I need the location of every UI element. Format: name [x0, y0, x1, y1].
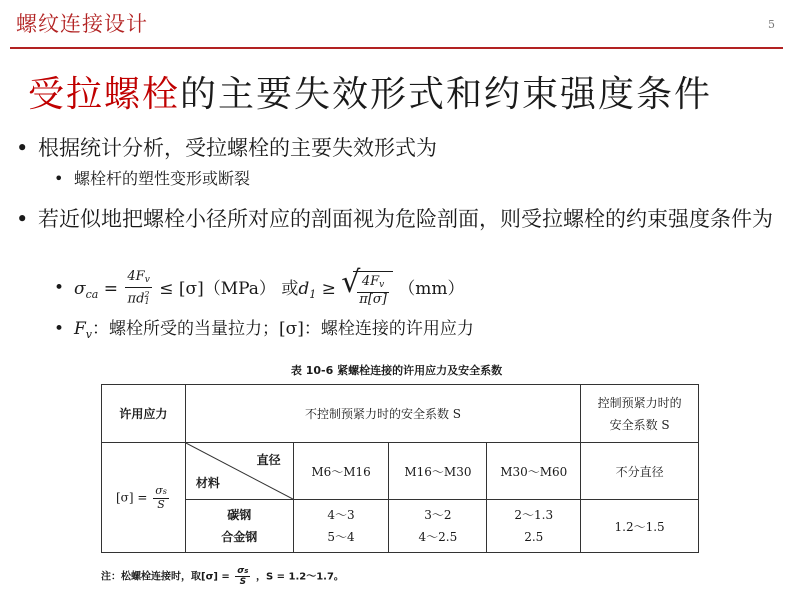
sub-bullet-text: 螺栓杆的塑性变形或断裂 [74, 169, 251, 188]
bullet-dot-icon: • [16, 207, 29, 231]
table-caption: 表 10-6 紧螺栓连接的许用应力及安全系数 [290, 364, 503, 377]
sub-bullet-dot-icon: • [54, 169, 64, 188]
size-range-2: M16～M30 [389, 443, 487, 500]
value-cell-controlled: 1.2～1.5 [581, 500, 699, 553]
bullet-strength-condition [16, 205, 779, 233]
slide-title [28, 66, 783, 117]
bullet-text: 根据统计分析，受拉螺栓的主要失效形式为 [38, 136, 437, 160]
strength-formula: • $\sigma_{ca}$ = $\frac{4F_v}{\pi d^2_1}$ ≤ [σ]（MPa） 或$d_1$ ≥ √ $\frac{4F_v}{\pi[\sigma]}$ （mm） [54, 270, 779, 313]
allowable-stress-formula: [σ] = $\frac{\sigma s}{S}$ [102, 443, 186, 553]
sub-bullet-failure [54, 168, 779, 190]
header-title: 螺纹连接设计 [16, 12, 148, 36]
table-note: 注：松螺栓连接时，取[σ] = $\frac{\sigma s}{S}$ ，S = 1.2～1.7。 [101, 566, 344, 587]
value-cell-range2: 3～2 4～2.5 [389, 500, 487, 553]
stress-fraction: $\frac{4F_v}{\pi d^2_1}$ [127, 269, 150, 307]
diameter-sqrt: √ $\frac{4F_v}{\pi[\sigma]}$ [341, 271, 393, 309]
bullet-text: 若近似地把螺栓小径所对应的剖面视为危险剖面，则受拉螺栓的约束强度条件为 [38, 207, 773, 231]
sub-bullet-dot-icon: • [54, 278, 65, 298]
header-controlled: 控制预紧力时的 安全系数 S [581, 385, 699, 443]
header-rule [10, 47, 783, 49]
allowable-stress-table [101, 384, 699, 553]
header-uncontrolled: 不控制预紧力时的安全系数 S [185, 385, 580, 443]
value-cell-range3: 2～1.3 2.5 [487, 500, 581, 553]
diag-label-diameter: 直径 [256, 453, 281, 467]
symbol-definitions: • $F_v$：螺栓所受的当量拉力；[σ]：螺栓连接的许用应力 [54, 319, 474, 341]
page-number: 5 [768, 18, 775, 31]
header-allowable-stress: 许用应力 [102, 385, 186, 443]
size-range-1: M6～M16 [293, 443, 389, 500]
size-range-3: M30～M60 [487, 443, 581, 500]
slide-title-highlight: 受拉螺栓 [28, 74, 181, 115]
material-cell: 碳钢 合金钢 [185, 500, 293, 553]
sub-bullet-dot-icon: • [54, 319, 65, 339]
diagonal-header-cell [185, 443, 293, 500]
slide-title-rest: 的主要失效形式和约束强度条件 [180, 74, 713, 115]
value-cell-range1: 4～3 5～4 [293, 500, 389, 553]
diag-label-material: 材料 [195, 476, 220, 490]
radical-icon: √ [341, 264, 361, 300]
bullet-failure-modes [16, 134, 779, 162]
size-all: 不分直径 [581, 443, 699, 500]
bullet-dot-icon: • [16, 136, 29, 160]
